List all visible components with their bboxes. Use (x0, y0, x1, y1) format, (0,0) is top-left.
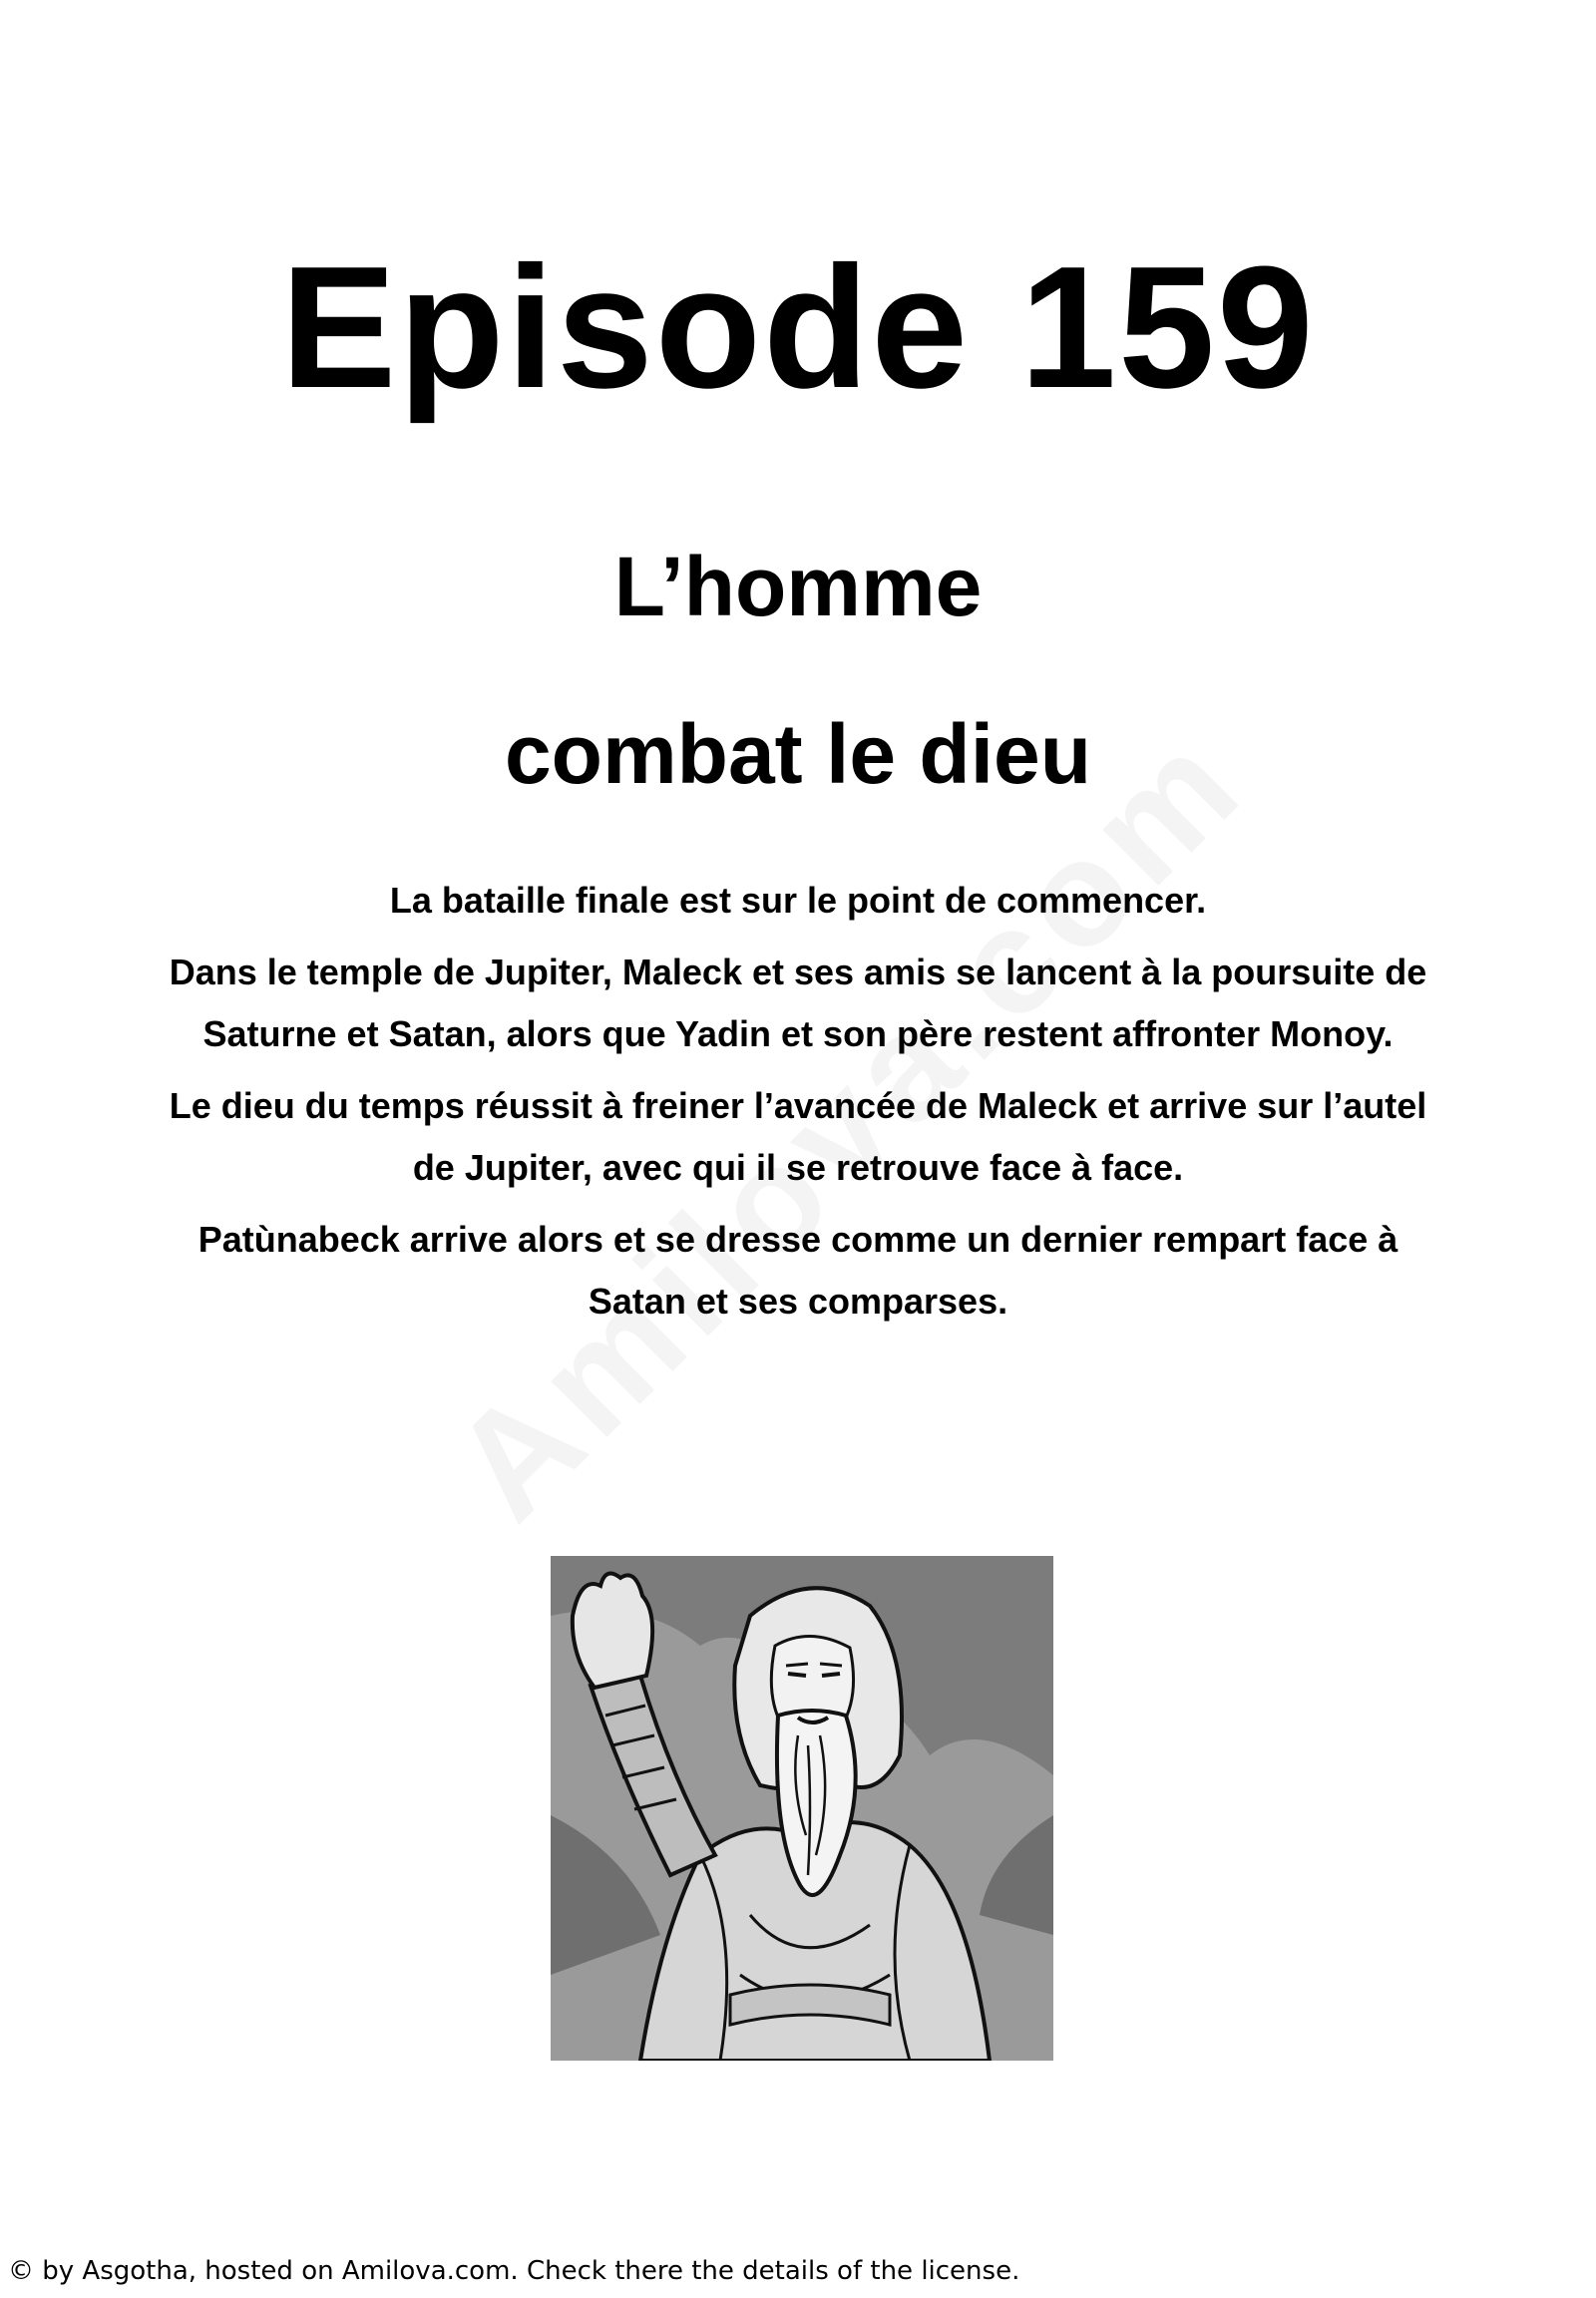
episode-subtitle-line-1: L’homme (613, 540, 983, 633)
summary-paragraph: Le dieu du temps réussit à freiner l’avancée de Maleck et arrive sur l’autel de Jupiter, avec qui il se retrouve face à face. (169, 1085, 1427, 1188)
license-footer: © by Asgotha, hosted on Amilova.com. Check there the details of the license. (8, 2256, 1020, 2286)
episode-subtitle-line-2: combat le dieu (504, 707, 1092, 801)
summary-paragraph: Patùnabeck arrive alors et se dresse comme un dernier rempart face à Satan et ses comparses. (198, 1219, 1398, 1322)
character-illustration (551, 1556, 1053, 2061)
episode-title: Episode 159 (280, 229, 1316, 424)
summary-paragraph: Dans le temple de Jupiter, Maleck et ses amis se lancent à la poursuite de Saturne et Satan, alors que Yadin et son père restent affronter Monoy. (169, 952, 1427, 1054)
bearded-god-drawing (551, 1556, 1053, 2061)
summary-paragraph: La bataille finale est sur le point de commencer. (389, 880, 1207, 921)
episode-summary (150, 870, 1446, 1342)
